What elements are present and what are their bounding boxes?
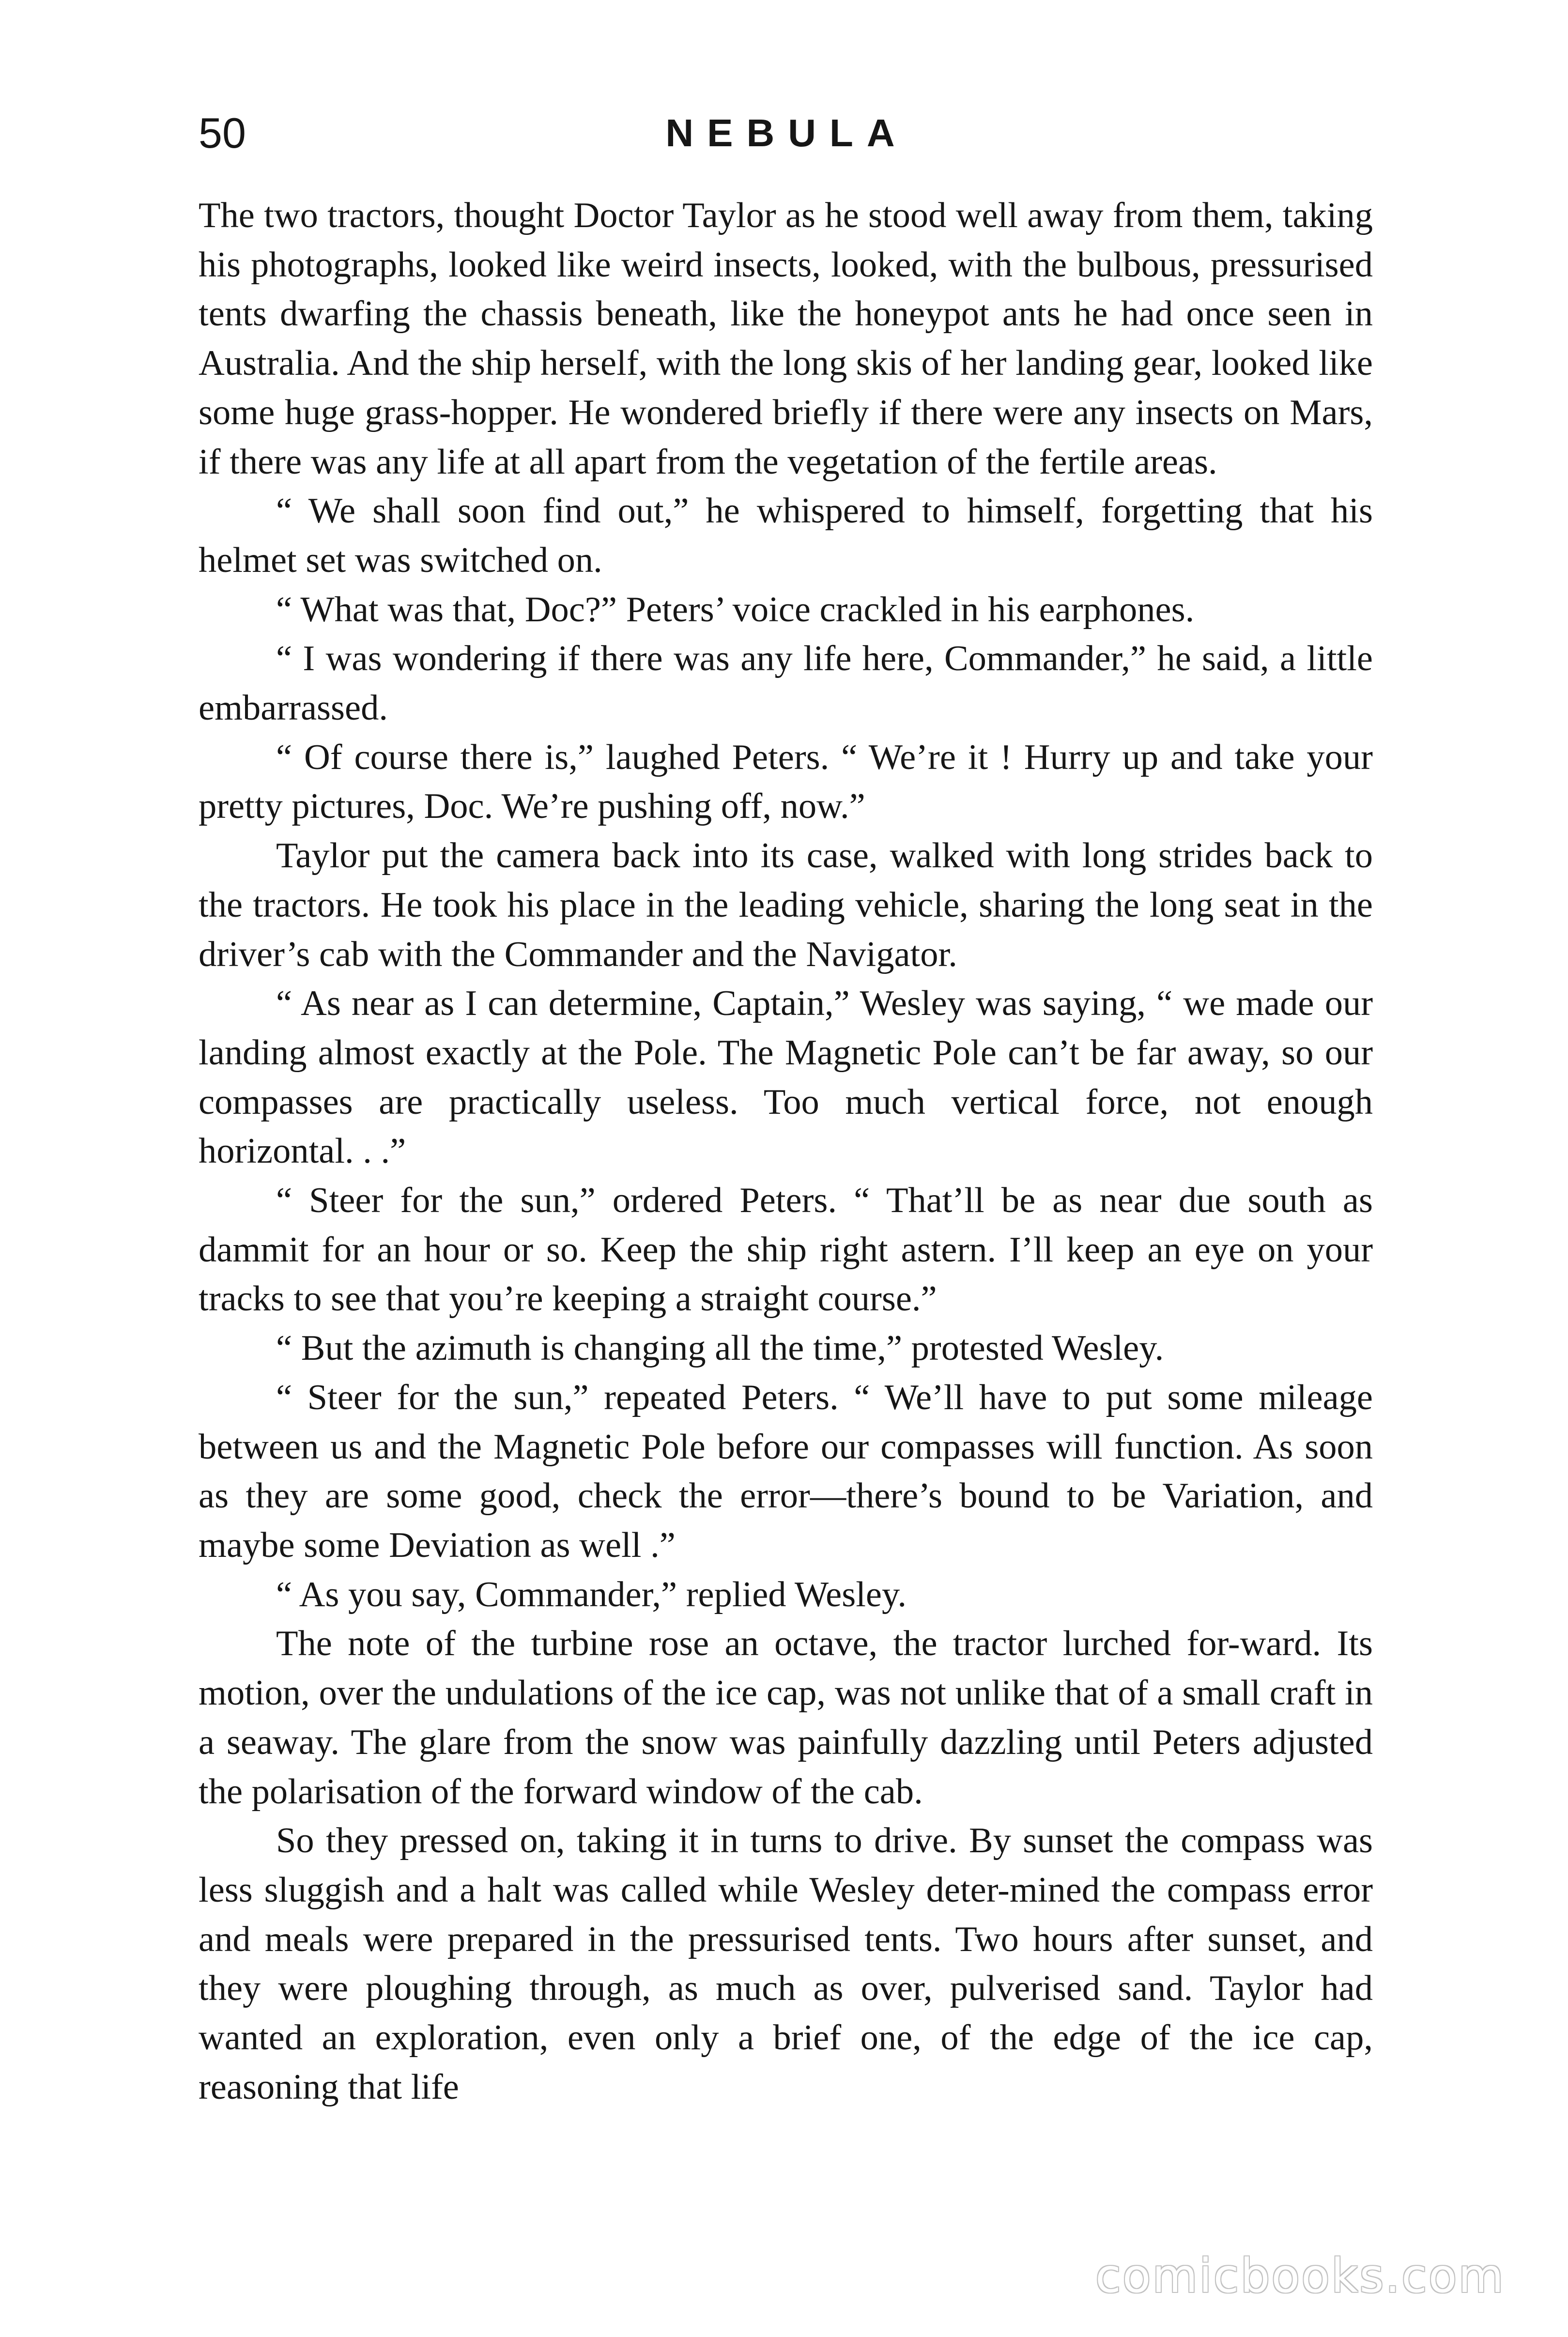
paragraph: “ What was that, Doc?” Peters’ voice crackled in his earphones. [276, 589, 1195, 630]
body-text [199, 191, 1373, 2112]
paragraph: “ But the azimuth is changing all the time,” protested Wesley. [276, 1328, 1164, 1368]
paragraph: “ Of course there is,” laughed Peters. “ We’re it ! Hurry up and take your pretty pictures, Doc. We’re pushing off, now.” [199, 737, 1373, 827]
running-head-title: NEBULA [665, 111, 908, 154]
paragraph: “ As you say, Commander,” replied Wesley. [276, 1574, 907, 1614]
paragraph: “ As near as I can determine, Captain,” Wesley was saying, “ we made our landing almost exactly at the Pole. The Magnetic Pole can’t be far away, so our compasses are practically useless. Too much vertical force, not enough horizontal. . .” [199, 984, 1373, 1171]
paragraph: The note of the turbine rose an octave, the tractor lurched for-ward. Its motion, over the undulations of the ice cap, was not unlike that of a small craft in a seaway. The glare from the snow was painfully dazzling until Peters adjusted the polarisation of the forward window of the cab. [199, 1624, 1373, 1812]
paragraph: “ I was wondering if there was any life here, Commander,” he said, a little embarrassed. [199, 639, 1373, 728]
paragraph: The two tractors, thought Doctor Taylor as he stood well away from them, taking his photographs, looked like weird insects, looked, with the bulbous, pressurised tents dwarfing the chassis beneath, like the honeypot ants he had once seen in Australia. And the ship herself, with the long skis of her landing gear, looked like some huge grass-hopper. He wondered briefly if there were any insects on Mars, if there was any life at all apart from the vegetation of the fertile areas. [199, 196, 1373, 482]
paragraph: So they pressed on, taking it in turns to drive. By sunset the compass was less sluggish and a halt was called while Wesley deter-mined the compass error and meals were prepared in the pressurised tents. Two hours after sunset, and they were ploughing through, as much as over, pulverised sand. Taylor had wanted an exploration, even only a brief one, of the edge of the ice cap, reasoning that life [199, 1821, 1373, 2107]
paragraph: “ We shall soon find out,” he whispered to himself, forgetting that his helmet set was switched on. [199, 491, 1373, 580]
watermark: comicbooks.com [1095, 2249, 1505, 2303]
paragraph: Taylor put the camera back into its case, walked with long strides back to the tractors. He took his place in the leading vehicle, sharing the long seat in the driver’s cab with the Commander and the Navigator. [199, 836, 1373, 974]
paragraph: “ Steer for the sun,” ordered Peters. “ That’ll be as near due south as dammit for an hour or so. Keep the ship right astern. I’ll keep an eye on your tracks to see that you’re keeping a straight course.” [199, 1181, 1373, 1319]
page-number: 50 [199, 109, 246, 157]
page-header [199, 97, 1375, 169]
paragraph: “ Steer for the sun,” repeated Peters. “ We’ll have to put some mileage between us and the Magnetic Pole before our compasses will function. As soon as they are some good, check the error—there’s bound to be Variation, and maybe some Deviation as well .” [199, 1377, 1373, 1565]
